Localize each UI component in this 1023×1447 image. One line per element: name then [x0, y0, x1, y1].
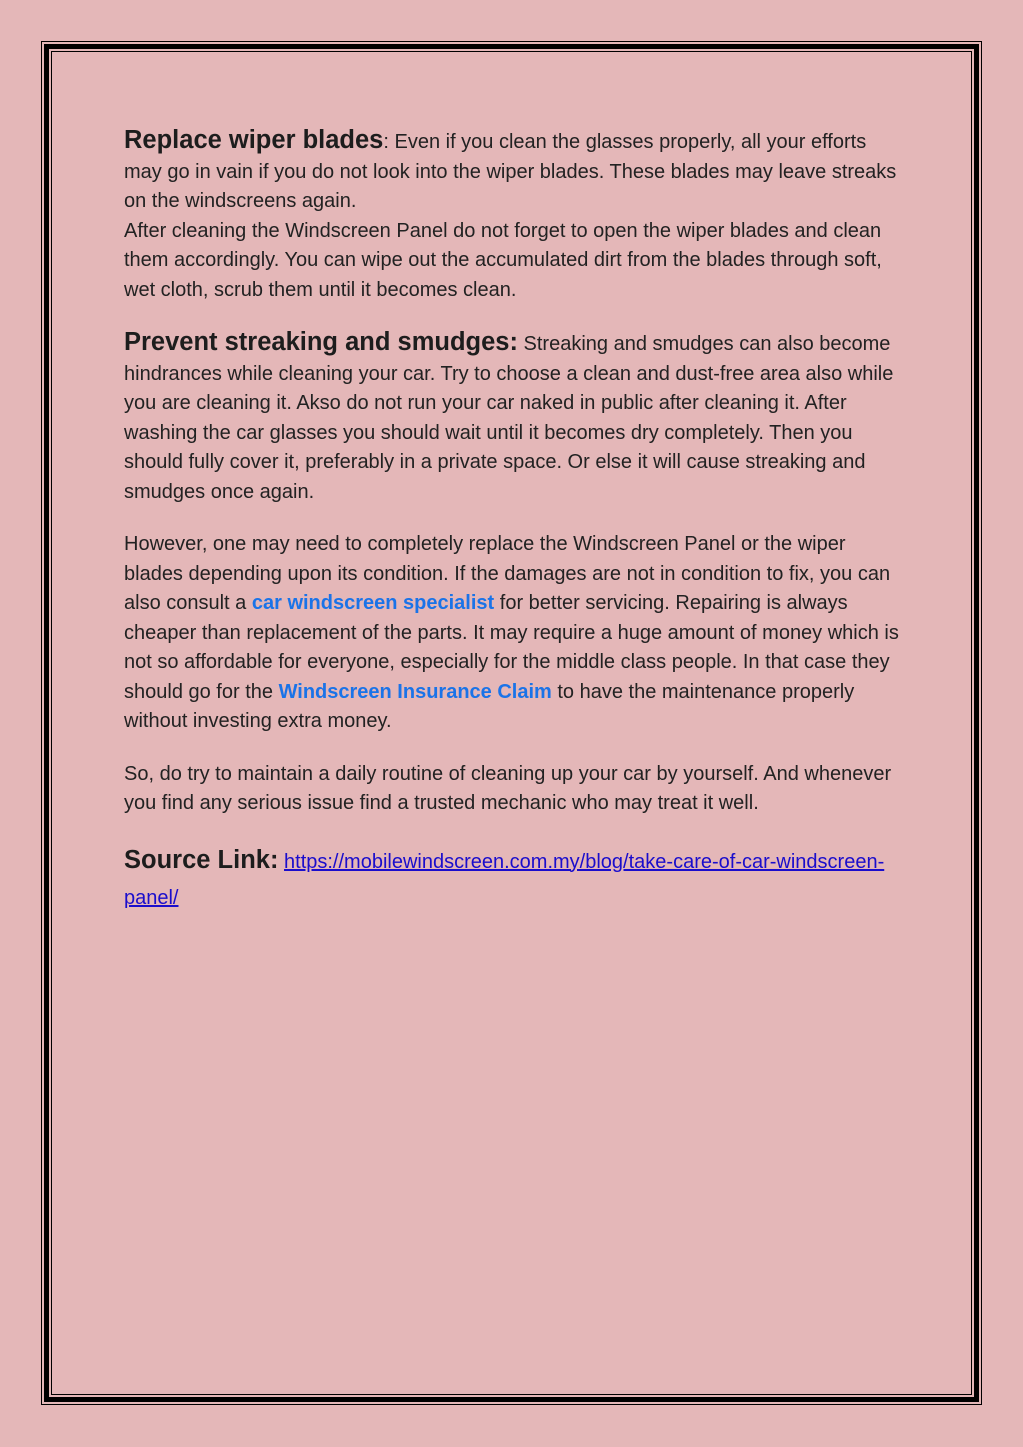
windscreen-insurance-claim-link[interactable]: Windscreen Insurance Claim [278, 680, 552, 703]
paragraph-replacement [124, 530, 899, 737]
paragraph-wiper-cleaning: After cleaning the Windscreen Panel do not forget to open the wiper blades and clean them accordingly. You can wipe out the accumulated dirt from the blades through soft, wet cloth, scrub them until it becomes clean. [124, 219, 882, 301]
car-windscreen-specialist-link[interactable]: car windscreen specialist [251, 592, 495, 614]
replace-wiper-intro: Even if you clean the glasses properly, all your efforts may go in vain if you do not look into the wiper blades. These blades may leave streaks on the windscreens again. [124, 131, 897, 212]
source-link-url[interactable]: https://mobilewindscreen.com.my/blog/take-care-of-car-windscreen-panel/ [124, 850, 885, 909]
paragraph-source [124, 842, 899, 916]
replacement-text-1: However, one may need to completely replace the Windscreen Panel or the wiper blades depending upon its condition. If the damages are not in condition to fix, you can also consult a [124, 533, 891, 614]
paragraph-prevent-streaking [124, 328, 899, 507]
heading-prevent-streaking: Prevent streaking and smudges: [124, 328, 518, 356]
replacement-text-2: for better servicing. Repairing is always cheaper than replacement of the parts. It may require a huge amount of money which is not so affordable for everyone, especially for the middle class people. In that case they should go for the [124, 592, 899, 703]
heading-replace-wiper-blades: Replace wiper blades [124, 126, 384, 154]
paragraph-replace-wiper-blades [124, 126, 899, 217]
prevent-streaking-body: Streaking and smudges can also become hindrances while cleaning your car. Try to choose a clean and dust-free area also while you are cleaning it. Akso do not run your car naked in public after cleaning it. After washing the car glasses you should wait until it becomes dry completely. Then you should fully cover it, preferably in a private space. Or else it will cause streaking and smudges once again. [124, 333, 894, 503]
paragraph-daily-routine: So, do try to maintain a daily routine of cleaning up your car by yourself. And whenever you find any serious issue find a trusted mechanic who may treat it well. [124, 762, 892, 814]
source-link-label: Source Link: [124, 845, 279, 874]
document-body [124, 126, 899, 939]
replacement-text-3: to have the maintenance properly without investing extra money. [124, 680, 855, 732]
heading-colon: : [383, 131, 389, 153]
